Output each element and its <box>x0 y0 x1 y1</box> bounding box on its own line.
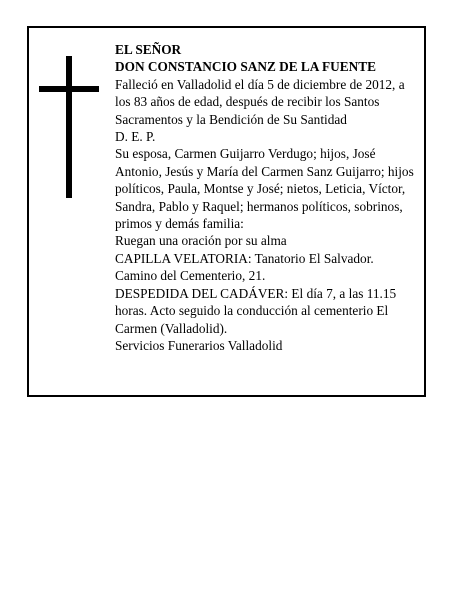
funeral-service-provider: Servicios Funerarios Valladolid <box>115 337 283 353</box>
cross-vertical-bar <box>66 56 72 198</box>
cross-icon <box>39 56 99 198</box>
family-list: Su esposa, Carmen Guijarro Verdugo; hijos, José Antonio, Jesús y María del Carmen Sanz Guijarro; hijos políticos, Paula, Montse y José; nietos, Leticia, Víctor, Sandra, Pablo y Raquel; hermanos políticos, sobrinos, primos y demás familia: <box>115 146 414 232</box>
death-announcement: Falleció en Valladolid el día 5 de diciembre de 2012, a los 83 años de edad, después de recibir los Santos Sacramentos y la Bendición de Su Santidad <box>115 76 405 127</box>
deceased-name: DON CONSTANCIO SANZ DE LA FUENTE <box>115 59 376 75</box>
obituary-notice <box>27 26 426 397</box>
cross-horizontal-bar <box>39 86 99 92</box>
prayer-request: Ruegan una oración por su alma <box>115 233 287 249</box>
notice-heading: EL SEÑOR <box>115 42 182 57</box>
notice-text <box>115 41 415 354</box>
wake-location: CAPILLA VELATORIA: Tanatorio El Salvador. Camino del Cementerio, 21. <box>115 250 374 284</box>
rip-abbreviation: D. E. P. <box>115 129 156 145</box>
farewell-details: DESPEDIDA DEL CADÁVER: El día 7, a las 11.15 horas. Acto seguido la conducción al cementerio El Carmen (Valladolid). <box>115 285 397 336</box>
